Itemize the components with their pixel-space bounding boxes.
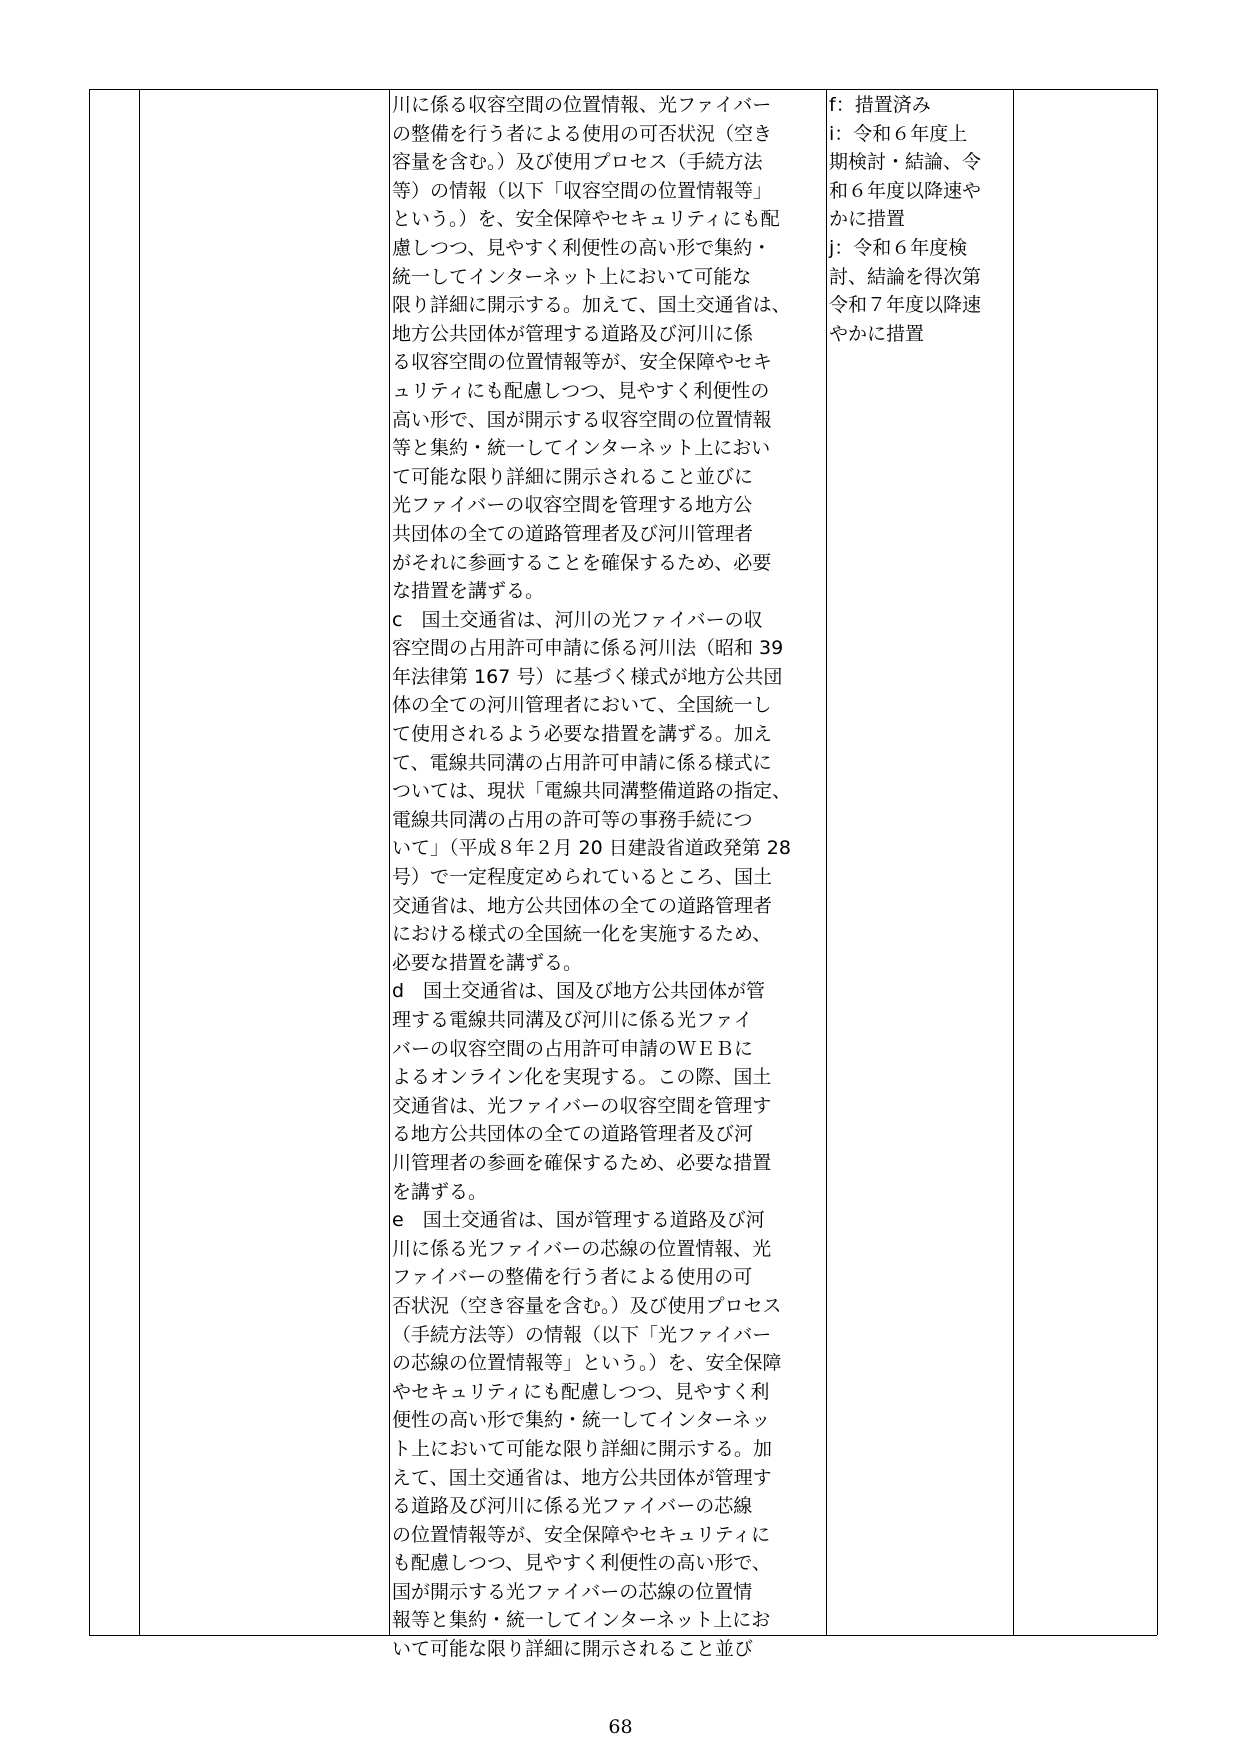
schedule-text-line: 期検討・結論、令: [829, 151, 982, 174]
schedule-text-line: i：令和６年度上: [829, 122, 968, 145]
measure-text-line: いて可能な限り詳細に開示されること並び: [392, 1638, 754, 1661]
measure-text-line: て、電線共同溝の占用許可申請に係る様式に: [392, 751, 772, 774]
measure-text-line: の整備を行う者による使用の可否状況（空き: [392, 122, 773, 145]
measure-text-line: 川に係る光ファイバーの芯線の位置情報、光: [392, 1237, 772, 1260]
measure-text-line: よるオンライン化を実現する。この際、国土: [392, 1066, 772, 1089]
measure-text-line: における様式の全国統一化を実施するため、: [392, 923, 772, 946]
measure-text-line: 限り詳細に開示する。加えて、国土交通省は、: [392, 294, 791, 317]
measure-text-line: も配慮しつつ、見やすく利便性の高い形で、: [392, 1552, 771, 1575]
measure-text-line: る収容空間の位置情報等が、安全保障やセキ: [392, 351, 773, 374]
measure-text-line: ついては、現状「電線共同溝整備道路の指定、: [392, 780, 792, 803]
measure-text-line: 交通省は、光ファイバーの収容空間を管理す: [392, 1094, 772, 1117]
schedule-text-line: やかに措置: [829, 322, 925, 345]
measure-text-line: 光ファイバーの収容空間を管理する地方公: [392, 494, 753, 517]
measure-text-line: c 国土交通省は、河川の光ファイバーの収: [392, 608, 763, 631]
page-number: 68: [608, 1716, 633, 1738]
table-cell-measures: [390, 89, 826, 1661]
measure-text-line: ト上において可能な限り詳細に開示する。加: [392, 1437, 773, 1460]
schedule-text-line: 討、結論を得次第: [829, 265, 982, 288]
measure-text-line: いて」（平成８年２月 20 日建設省道政発第 28: [392, 837, 791, 860]
measure-text-line: えて、国土交通省は、地方公共団体が管理す: [392, 1466, 772, 1489]
measure-text-line: d 国土交通省は、国及び地方公共団体が管: [392, 980, 766, 1003]
table-cell-number: [90, 90, 138, 1634]
measure-text-line: 交通省は、地方公共団体の全ての道路管理者: [392, 894, 773, 917]
measure-text-line: 体の全ての河川管理者において、全国統一し: [392, 694, 772, 717]
table-cell-schedule: [827, 89, 1013, 1635]
measure-text-line: e 国土交通省は、国が管理する道路及び河: [392, 1209, 765, 1232]
measure-text-line: を講ずる。: [392, 1180, 488, 1203]
measure-text-line: （手続方法等）の情報（以下「光ファイバー: [392, 1323, 772, 1346]
measure-text-line: 川に係る収容空間の位置情報、光ファイバー: [392, 94, 772, 116]
measure-text-line: 報等と集約・統一してインターネット上にお: [392, 1609, 771, 1632]
measure-text-line: て使用されるよう必要な措置を講ずる。加え: [392, 723, 773, 746]
schedule-text-line: 和６年度以降速や: [829, 179, 982, 202]
table-cell-item: [140, 90, 388, 1634]
measure-text-line: 川管理者の参画を確保するため、必要な措置: [392, 1151, 772, 1174]
schedule-text-line: 令和７年度以降速: [829, 294, 982, 317]
measure-text-line: る道路及び河川に係る光ファイバーの芯線: [392, 1495, 753, 1518]
measure-text-line: やセキュリティにも配慮しつつ、見やすく利: [392, 1380, 770, 1403]
measure-text-line: 等）の情報（以下「収容空間の位置情報等」: [392, 179, 773, 202]
measure-text-line: の芯線の位置情報等」という。）を、安全保障: [392, 1352, 782, 1375]
measure-text-line: 容量を含む。）及び使用プロセス（手続方法: [392, 151, 763, 174]
measure-text-line: 理する電線共同溝及び河川に係る光ファイ: [392, 1009, 753, 1031]
measure-text-line: 号）で一定程度定められているところ、国土: [392, 866, 773, 889]
measure-text-line: という。）を、安全保障やセキュリティにも配: [392, 208, 780, 231]
measure-text-line: 国が開示する光ファイバーの芯線の位置情: [392, 1580, 753, 1603]
measure-text-line: て可能な限り詳細に開示されること並びに: [392, 465, 754, 488]
measure-text-line: ュリティにも配慮しつつ、見やすく利便性の: [392, 379, 770, 402]
measure-text-line: 高い形で、国が開示する収容空間の位置情報: [392, 408, 772, 431]
schedule-text-line: f：措置済み: [829, 94, 931, 116]
measure-text-line: 否状況（空き容量を含む。）及び使用プロセス: [392, 1294, 782, 1317]
table-cell-ministry: [1014, 90, 1156, 1634]
measure-text-line: 便性の高い形で集約・統一してインターネッ: [392, 1409, 771, 1432]
measure-text-line: な措置を講ずる。: [392, 580, 545, 603]
measure-text-line: 容空間の占用許可申請に係る河川法（昭和 39: [392, 637, 784, 660]
measure-text-line: る地方公共団体の全ての道路管理者及び河: [392, 1123, 754, 1146]
measure-text-line: バーの収容空間の占用許可申請のＷＥＢに: [392, 1037, 754, 1060]
measure-text-line: ファイバーの整備を行う者による使用の可: [392, 1266, 753, 1289]
measure-text-line: 等と集約・統一してインターネット上におい: [392, 437, 771, 460]
measure-text-line: がそれに参画することを確保するため、必要: [392, 551, 772, 574]
measure-text-line: 年法律第 167 号）に基づく様式が地方公共団: [392, 665, 783, 688]
measure-text-line: 必要な措置を講ずる。: [392, 951, 583, 974]
measure-text-line: 地方公共団体が管理する道路及び河川に係: [392, 322, 754, 345]
measure-text-line: 共団体の全ての道路管理者及び河川管理者: [392, 522, 754, 545]
measure-text-line: 電線共同溝の占用の許可等の事務手続につ: [392, 808, 753, 831]
schedule-text-line: かに措置: [829, 208, 906, 231]
measure-text-line: 統一してインターネット上において可能な: [392, 265, 752, 288]
measure-text-line: 慮しつつ、見やすく利便性の高い形で集約・: [392, 236, 772, 259]
measure-text-line: の位置情報等が、安全保障やセキュリティに: [392, 1523, 771, 1546]
table-border-6: [1157, 89, 1158, 1635]
schedule-text-line: j：令和６年度検: [829, 236, 968, 259]
